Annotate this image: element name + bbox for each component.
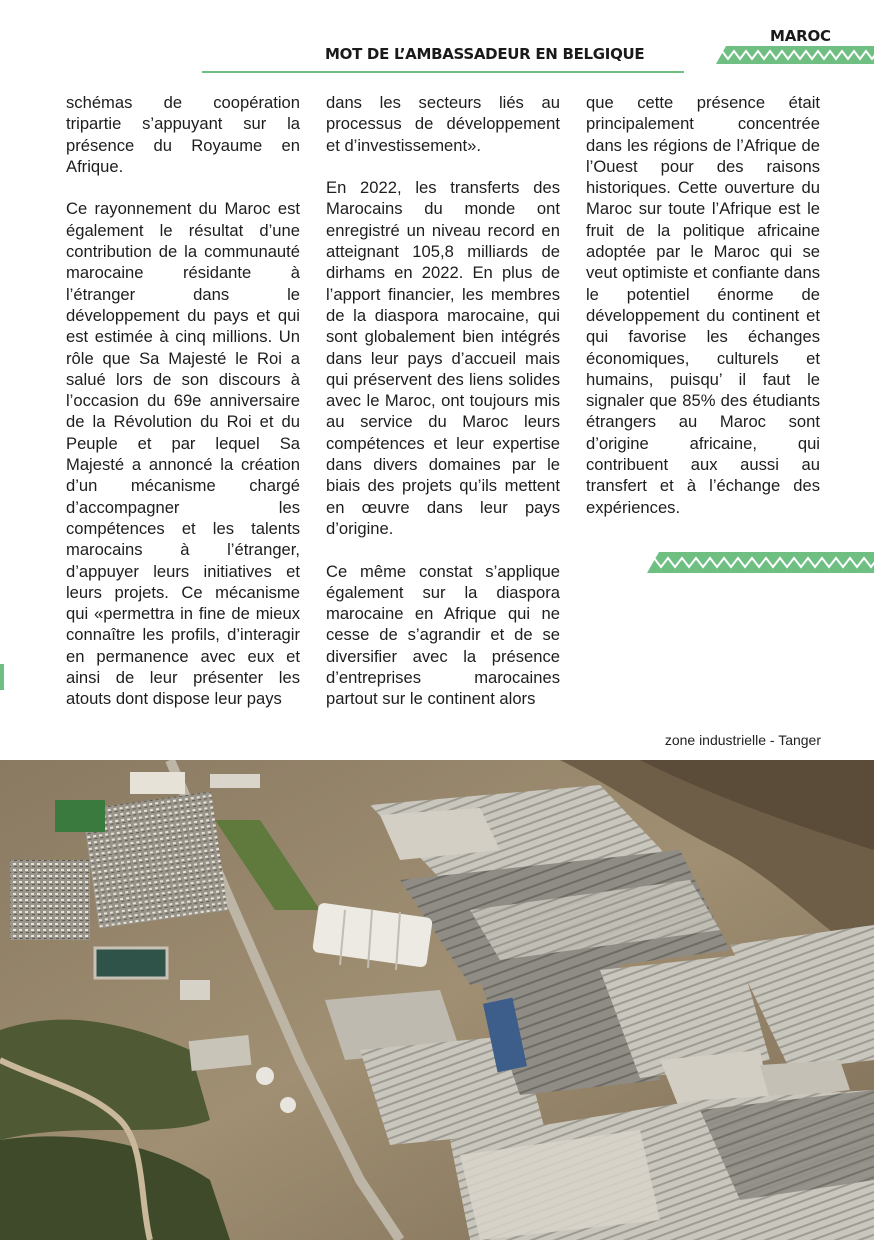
paragraph: Ce même constat s’applique également sur la diaspora marocaine en Afrique qui ne cesse de s’agrandir et de se diversifier avec la présence d’entreprises marocaines partout sur le continent alors: [326, 561, 560, 709]
paragraph: schémas de coopération tripartie s’appuyant sur la présence du Royaume en Afrique.: [66, 93, 300, 176]
paragraph: dans les secteurs liés au processus de développement et d’investissement».: [326, 93, 560, 155]
aerial-photo-industrial-zone: [0, 760, 874, 1240]
paragraph: En 2022, les transferts des Marocains du monde ont enregistré un niveau record en atteignant 105,8 milliards de dirhams en 2022. En plus de l’apport financier, les membres de la diaspora marocaine, qui sont globalement bien intégrés dans leur pays d’accueil mais qui préservent des liens solides avec le Maroc, ont toujours mis au service du Maroc leurs compétences et leur expertise dans divers domaines par le biais des projets qu’ils mettent en œuvre dans leur pays d’origine.: [326, 178, 560, 538]
paragraph: Ce rayonnement du Maroc est également le résultat d’une contribution de la communauté marocaine résidante à l’étranger dans le développement du pays et qui est estimée à cinq millions. Un rôle que Sa Majesté le Roi a salué lors de son discours à l’occasion du 69e anniversaire de la Révolution du Roi et du Peuple et par lequel Sa Majesté a annoncé la création d’un mécanisme chargé d’accompagner les compétences et les talents marocains à l’étranger, d’appuyer leurs initiatives et leurs projets. Ce mécanisme qui «permettra in fine de mieux connaître les profils, d’interagir en permanence avec eux et ainsi de leur présenter les atouts dont dispose leur pays: [66, 199, 300, 709]
text-column-3: [586, 92, 820, 539]
section-label: MAROC: [770, 27, 831, 45]
header-divider: [202, 71, 684, 73]
page-header-title: MOT DE L’AMBASSADEUR EN BELGIQUE: [325, 45, 645, 63]
paragraph: que cette présence était principalement concentrée dans les régions de l’Afrique de l’Ouest pour des raisons historiques. Cette ouverture du Maroc sur toute l’Afrique est le fruit de la politique africaine adoptée par le Maroc qui se veut optimiste et confiante dans le potentiel énorme de développement du continent et qui favorise les échanges économiques, culturels et humains, puisqu’ il faut le signaler que 85% des étudiants étrangers au Maroc sont d’origine africaine, qui contribuent aux aussi au transfert et à l’échange des expériences.: [586, 93, 820, 517]
chevron-pattern-mid: [647, 552, 874, 573]
margin-marker: [0, 664, 4, 690]
text-column-1: [66, 92, 300, 731]
text-column-2: [326, 92, 560, 731]
chevron-pattern-top: [716, 46, 874, 64]
photo-caption: zone industrielle - Tanger: [664, 732, 821, 748]
